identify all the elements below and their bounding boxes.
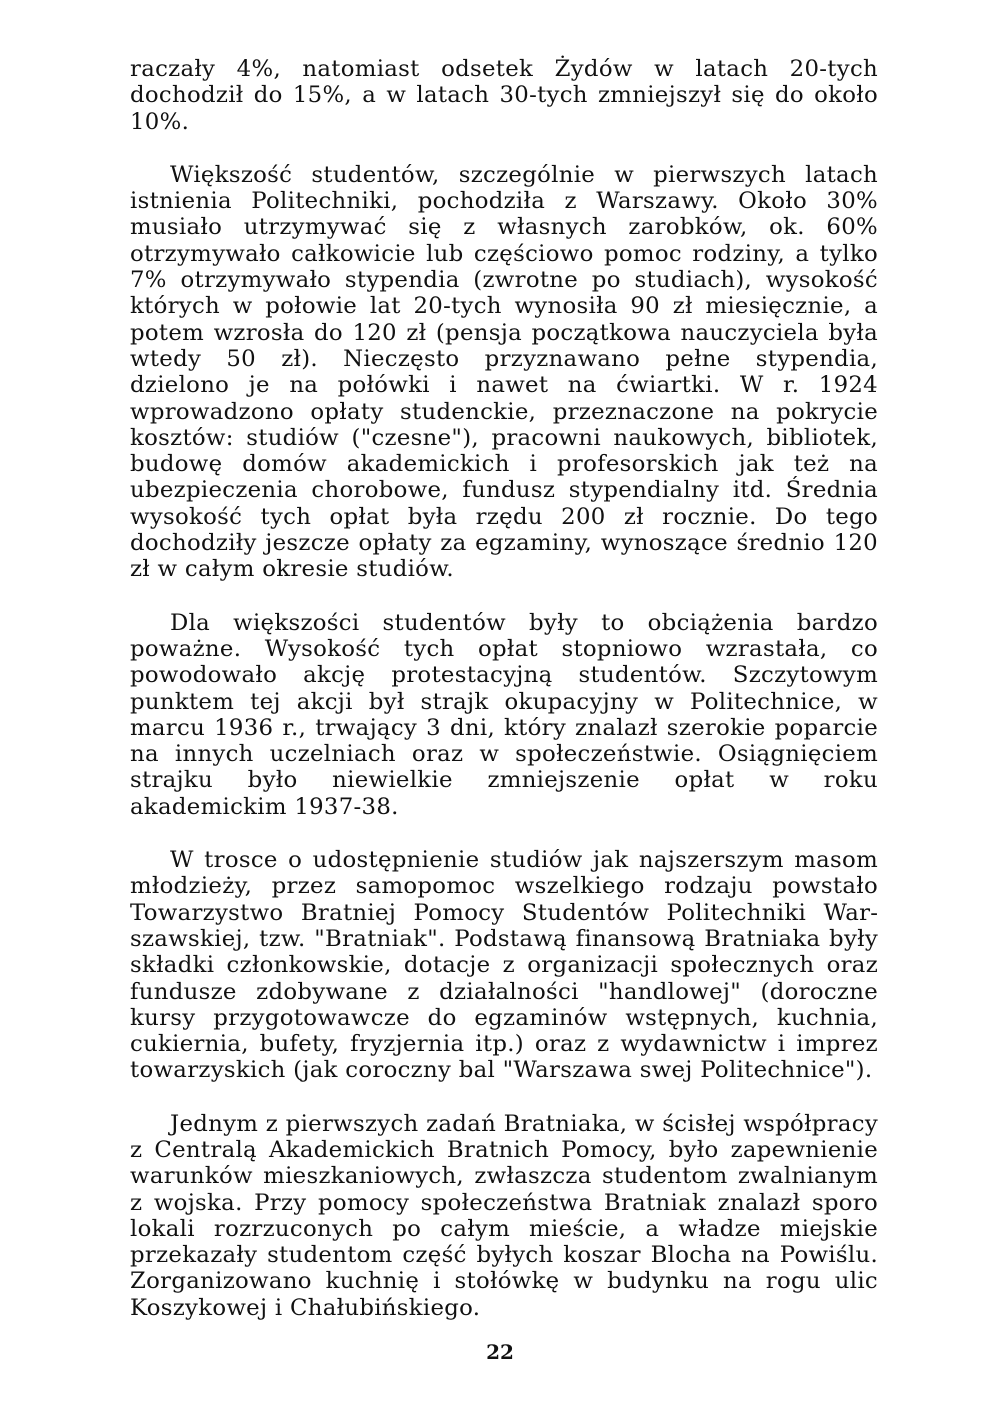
paragraph-fees-protest: Dla większości studentów były to obciążenia bardzo poważne. Wysokość tych opłat stopniowo wzrastała, co powodowało akcję protestacyjną studentów. Szczytowym punktem tej akcji był strajk okupacyjny w Politechnice, w marcu 1936 r., trwający 3 dni, który znalazł szerokie poparcie na innych uczelniach oraz w społeczeństwie. Osiągnięciem strajku było niewielkie zmniejszenie opłat w roku akademickim 1937-38. (130, 609, 878, 820)
paragraph-continuation: raczały 4%, natomiast odsetek Żydów w latach 20-tych dochodził do 15%, a w latach 30-tych zmniejszył się do około 10%. (130, 56, 878, 135)
paragraph-bratniak: W trosce o udostępnienie studiów jak najszerszym masom młodzieży, przez samopomoc wszelkiego rodzaju powstało Towarzystwo Bratniej Pomocy Studentów Politechniki Warszawskiej, tzw. "Bratniak". Podstawą finansową Bratniaka były składki członkowskie, dotacje z organizacji społecznych oraz fundusze zdobywane z działalności "handlowej" (doroczne kursy przygotowawcze do egzaminów wstępnych, kuchnia, cukiernia, bufety, fryzjernia itp.) oraz z wydawnictw i imprez towarzyskich (jak coroczny bal "Warszawa swej Politechnice"). (130, 847, 878, 1084)
page-number: 22 (486, 1340, 514, 1364)
paragraph-housing: Jednym z pierwszych zadań Bratniaka, w ścisłej współpracy z Centralą Akademickich Bratnich Pomocy, było zapewnienie warunków mieszkaniowych, zwłaszcza studentom zwalnianym z wojska. Przy pomocy społeczeństwa Bratniak znalazł sporo lokali rozrzuconych po całym mieście, a władze miejskie przekazały studentom część byłych koszar Blocha na Powiślu. Zorganizowano kuchnię i stołówkę w budynku na rogu ulic Koszykowej i Chałubińskiego. (130, 1110, 878, 1321)
paragraph-student-origins: Większość studentów, szczególnie w pierwszych latach istnienia Politechniki, pochodziła z Warszawy. Około 30% musiało utrzymywać się z własnych zarobków, ok. 60% otrzymywało całkowicie lub częściowo pomoc rodziny, a tylko 7% otrzymywało stypendia (zwrotne po studiach), wysokość których w połowie lat 20-tych wynosiła 90 zł miesięcznie, a potem wzrosła do 120 zł (pensja początkowa nauczyciela była wtedy 50 zł). Nieczęsto przyznawano pełne stypendia, dzielono je na połówki i nawet na ćwiartki. W r. 1924 wprowadzono opłaty studenckie, przeznaczone na pokrycie kosztów: studiów ("czesne"), pracowni naukowych, bibliotek, budowę domów akademickich i profesorskich jak też na ubezpieczenia chorobowe, fundusz stypendialny itd. Średnia wysokość tych opłat była rzędu 200 zł rocznie. Do tego dochodziły jeszcze opłaty za egzaminy, wynoszące średnio 120 zł w całym okresie studiów. (130, 161, 878, 583)
page-body (130, 56, 878, 1348)
